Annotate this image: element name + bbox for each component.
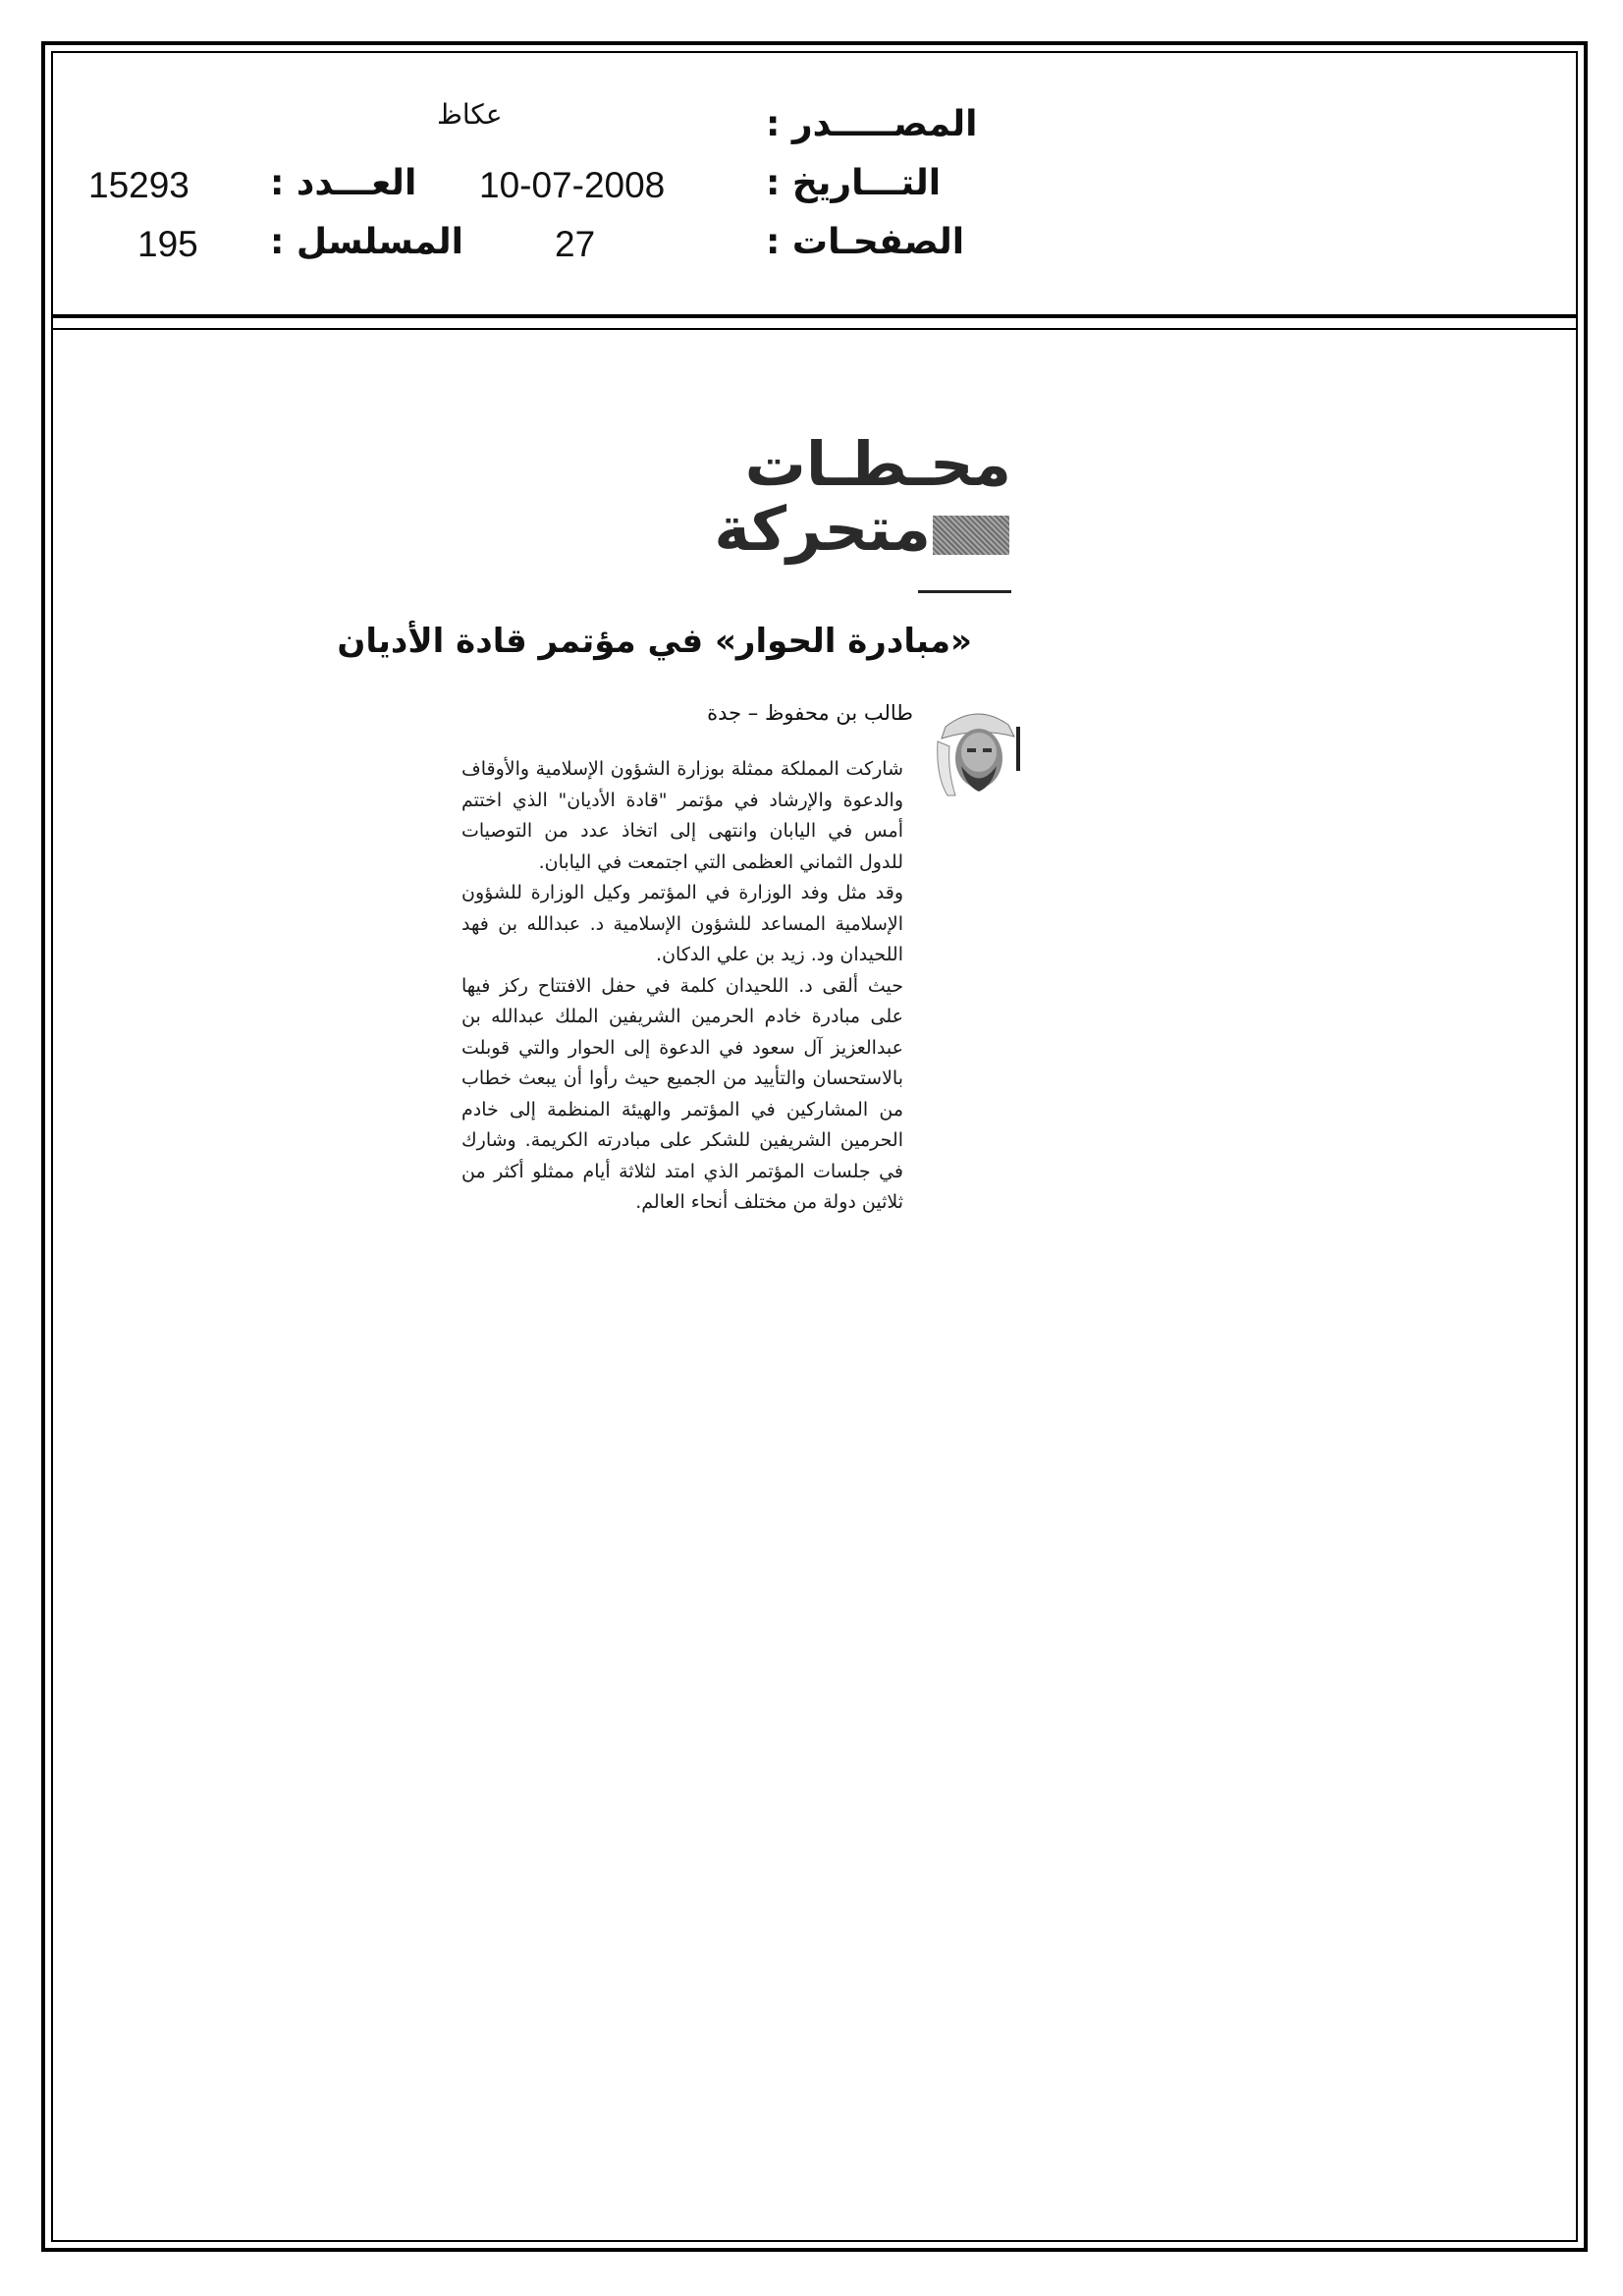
section-gray-swatch	[933, 516, 1009, 555]
section-title-line2: متحركة	[714, 493, 931, 565]
source-value: عكاظ	[437, 98, 503, 131]
author-photo	[928, 697, 1026, 800]
date-label: التـــاريخ :	[766, 163, 942, 203]
issue-label: العـــدد :	[270, 163, 417, 203]
section-rule	[918, 590, 1011, 593]
article-body	[461, 754, 903, 1219]
article-paragraph: وقد مثل وفد الوزارة في المؤتمر وكيل الوزارة للشؤون الإسلامية المساعد للشؤون الإسلامية د. عبدالله بن فهد اللحيدان ود. زيد بن علي الدكان.	[461, 882, 903, 965]
section-title-line1: محـطـات	[744, 428, 1011, 500]
serial-value: 195	[137, 224, 198, 264]
issue-value: 15293	[88, 165, 189, 205]
source-label: المصـــــدر :	[766, 104, 978, 144]
article-paragraph: شاركت المملكة ممثلة بوزارة الشؤون الإسلامية والأوقاف والدعوة والإرشاد في مؤتمر "قادة الأديان" الذي اختتم أمس في اليابان وانتهى إلى اتخاذ عدد من التوصيات للدول الثماني العظمى التي اجتمعت في اليابان.	[461, 758, 903, 873]
date-value: 10-07-2008	[479, 165, 666, 205]
serial-label: المسلسل :	[270, 222, 464, 262]
article-paragraph: حيث ألقى د. اللحيدان كلمة في حفل الافتتاح ركز فيها على مبادرة خادم الحرمين الشريفين الملك عبدالله بن عبدالعزيز آل سعود في الدعوة إلى الحوار والتي قوبلت بالاستحسان والتأييد من الجميع حيث رأوا أن يبعث خطاب من المشاركين في المؤتمر والهيئة المنظمة إلى خادم الحرمين الشريفين للشكر على مبادرته الكريمة. وشارك في جلسات المؤتمر الذي امتد لثلاثة أيام ممثلو أكثر من ثلاثين دولة من مختلف أنحاء العالم.	[461, 974, 903, 1213]
header-divider-thin	[51, 328, 1578, 330]
pages-value: 27	[555, 224, 596, 264]
article-headline: «مبادرة الحوار» في مؤتمر قادة الأديان	[337, 622, 972, 661]
pages-label: الصفحـات :	[766, 222, 965, 262]
header-divider	[51, 314, 1578, 318]
article-byline: طالب بن محفوظ – جدة	[707, 701, 913, 725]
